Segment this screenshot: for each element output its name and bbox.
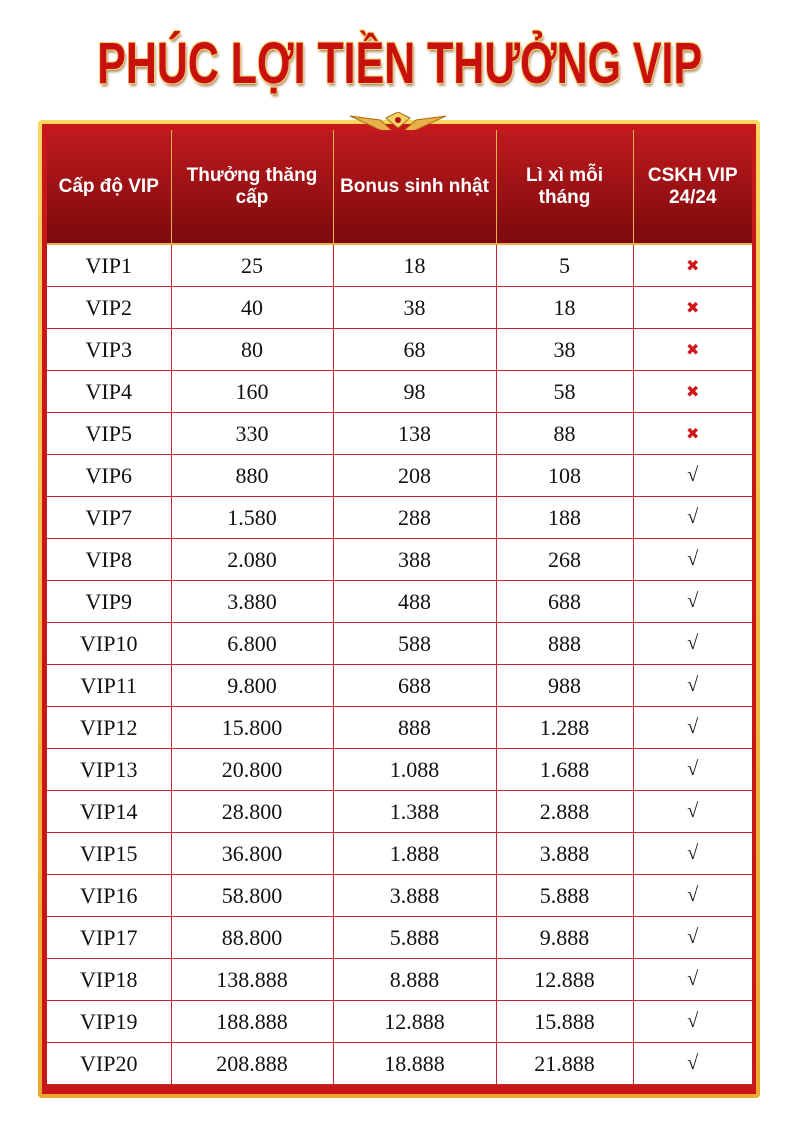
vip-level-cell: VIP17 [47, 917, 171, 959]
table-row [47, 875, 752, 917]
table-row [47, 1001, 752, 1043]
table-row [47, 749, 752, 791]
table-row [47, 791, 752, 833]
birthday-bonus-cell: 488 [333, 581, 496, 623]
level-up-bonus-cell: 1.580 [171, 497, 333, 539]
monthly-lixi-cell: 988 [496, 665, 633, 707]
level-up-bonus-cell: 88.800 [171, 917, 333, 959]
check-icon: √ [633, 497, 752, 539]
birthday-bonus-cell: 18.888 [333, 1043, 496, 1085]
vip-level-cell: VIP7 [47, 497, 171, 539]
monthly-lixi-cell: 888 [496, 623, 633, 665]
vip-level-cell: VIP20 [47, 1043, 171, 1085]
monthly-lixi-cell: 12.888 [496, 959, 633, 1001]
level-up-bonus-cell: 3.880 [171, 581, 333, 623]
monthly-lixi-cell: 188 [496, 497, 633, 539]
birthday-bonus-cell: 288 [333, 497, 496, 539]
monthly-lixi-cell: 15.888 [496, 1001, 633, 1043]
monthly-lixi-cell: 88 [496, 413, 633, 455]
cross-icon: ✖ [633, 329, 752, 371]
monthly-lixi-cell: 1.288 [496, 707, 633, 749]
table-row [47, 581, 752, 623]
vip-level-cell: VIP4 [47, 371, 171, 413]
monthly-lixi-cell: 58 [496, 371, 633, 413]
level-up-bonus-cell: 188.888 [171, 1001, 333, 1043]
birthday-bonus-cell: 208 [333, 455, 496, 497]
birthday-bonus-cell: 18 [333, 244, 496, 287]
level-up-bonus-cell: 15.800 [171, 707, 333, 749]
monthly-lixi-cell: 268 [496, 539, 633, 581]
check-icon: √ [633, 623, 752, 665]
table-row [47, 833, 752, 875]
check-icon: √ [633, 917, 752, 959]
vip-level-cell: VIP19 [47, 1001, 171, 1043]
vip-level-cell: VIP8 [47, 539, 171, 581]
level-up-bonus-cell: 20.800 [171, 749, 333, 791]
cross-icon: ✖ [633, 244, 752, 287]
vip-level-cell: VIP2 [47, 287, 171, 329]
monthly-lixi-cell: 18 [496, 287, 633, 329]
table-row [47, 455, 752, 497]
check-icon: √ [633, 455, 752, 497]
vip-level-cell: VIP10 [47, 623, 171, 665]
level-up-bonus-cell: 330 [171, 413, 333, 455]
header-vip-support: CSKH VIP 24/24 [633, 130, 752, 244]
table-row [47, 497, 752, 539]
title-banner [0, 26, 800, 102]
vip-level-cell: VIP6 [47, 455, 171, 497]
vip-level-cell: VIP15 [47, 833, 171, 875]
cross-icon: ✖ [633, 287, 752, 329]
vip-level-cell: VIP5 [47, 413, 171, 455]
level-up-bonus-cell: 6.800 [171, 623, 333, 665]
check-icon: √ [633, 539, 752, 581]
check-icon: √ [633, 1043, 752, 1085]
check-icon: √ [633, 581, 752, 623]
level-up-bonus-cell: 9.800 [171, 665, 333, 707]
table-row [47, 707, 752, 749]
monthly-lixi-cell: 108 [496, 455, 633, 497]
monthly-lixi-cell: 5 [496, 244, 633, 287]
vip-level-cell: VIP18 [47, 959, 171, 1001]
level-up-bonus-cell: 160 [171, 371, 333, 413]
vip-level-cell: VIP12 [47, 707, 171, 749]
table-row [47, 665, 752, 707]
birthday-bonus-cell: 8.888 [333, 959, 496, 1001]
level-up-bonus-cell: 80 [171, 329, 333, 371]
monthly-lixi-cell: 5.888 [496, 875, 633, 917]
vip-level-cell: VIP16 [47, 875, 171, 917]
birthday-bonus-cell: 12.888 [333, 1001, 496, 1043]
monthly-lixi-cell: 3.888 [496, 833, 633, 875]
level-up-bonus-cell: 25 [171, 244, 333, 287]
check-icon: √ [633, 833, 752, 875]
monthly-lixi-cell: 9.888 [496, 917, 633, 959]
vip-level-cell: VIP1 [47, 244, 171, 287]
vip-level-cell: VIP13 [47, 749, 171, 791]
check-icon: √ [633, 749, 752, 791]
check-icon: √ [633, 665, 752, 707]
birthday-bonus-cell: 98 [333, 371, 496, 413]
table-row [47, 287, 752, 329]
level-up-bonus-cell: 2.080 [171, 539, 333, 581]
check-icon: √ [633, 791, 752, 833]
monthly-lixi-cell: 688 [496, 581, 633, 623]
birthday-bonus-cell: 888 [333, 707, 496, 749]
birthday-bonus-cell: 38 [333, 287, 496, 329]
monthly-lixi-cell: 1.688 [496, 749, 633, 791]
birthday-bonus-cell: 68 [333, 329, 496, 371]
table-row [47, 623, 752, 665]
table-row [47, 959, 752, 1001]
birthday-bonus-cell: 388 [333, 539, 496, 581]
level-up-bonus-cell: 36.800 [171, 833, 333, 875]
birthday-bonus-cell: 688 [333, 665, 496, 707]
level-up-bonus-cell: 28.800 [171, 791, 333, 833]
header-monthly-lixi: Lì xì mỗi tháng [496, 130, 633, 244]
table-row [47, 1043, 752, 1085]
header-birthday-bonus: Bonus sinh nhật [333, 130, 496, 244]
birthday-bonus-cell: 1.888 [333, 833, 496, 875]
monthly-lixi-cell: 2.888 [496, 791, 633, 833]
table-row [47, 917, 752, 959]
level-up-bonus-cell: 138.888 [171, 959, 333, 1001]
vip-level-cell: VIP14 [47, 791, 171, 833]
table-row [47, 244, 752, 287]
monthly-lixi-cell: 38 [496, 329, 633, 371]
header-vip-level: Cấp độ VIP [47, 130, 171, 244]
cross-icon: ✖ [633, 413, 752, 455]
check-icon: √ [633, 959, 752, 1001]
header-level-up-bonus: Thưởng thăng cấp [171, 130, 333, 244]
vip-level-cell: VIP9 [47, 581, 171, 623]
birthday-bonus-cell: 1.088 [333, 749, 496, 791]
table-row [47, 371, 752, 413]
cross-icon: ✖ [633, 371, 752, 413]
vip-level-cell: VIP3 [47, 329, 171, 371]
birthday-bonus-cell: 3.888 [333, 875, 496, 917]
table-row [47, 329, 752, 371]
level-up-bonus-cell: 40 [171, 287, 333, 329]
birthday-bonus-cell: 1.388 [333, 791, 496, 833]
vip-benefits-table [47, 130, 752, 1085]
table-row [47, 539, 752, 581]
page-title: PHÚC LỢI TIỀN THƯỞNG VIP [97, 31, 703, 96]
birthday-bonus-cell: 138 [333, 413, 496, 455]
check-icon: √ [633, 1001, 752, 1043]
birthday-bonus-cell: 5.888 [333, 917, 496, 959]
table-row [47, 413, 752, 455]
check-icon: √ [633, 875, 752, 917]
vip-level-cell: VIP11 [47, 665, 171, 707]
level-up-bonus-cell: 880 [171, 455, 333, 497]
level-up-bonus-cell: 208.888 [171, 1043, 333, 1085]
birthday-bonus-cell: 588 [333, 623, 496, 665]
level-up-bonus-cell: 58.800 [171, 875, 333, 917]
monthly-lixi-cell: 21.888 [496, 1043, 633, 1085]
check-icon: √ [633, 707, 752, 749]
